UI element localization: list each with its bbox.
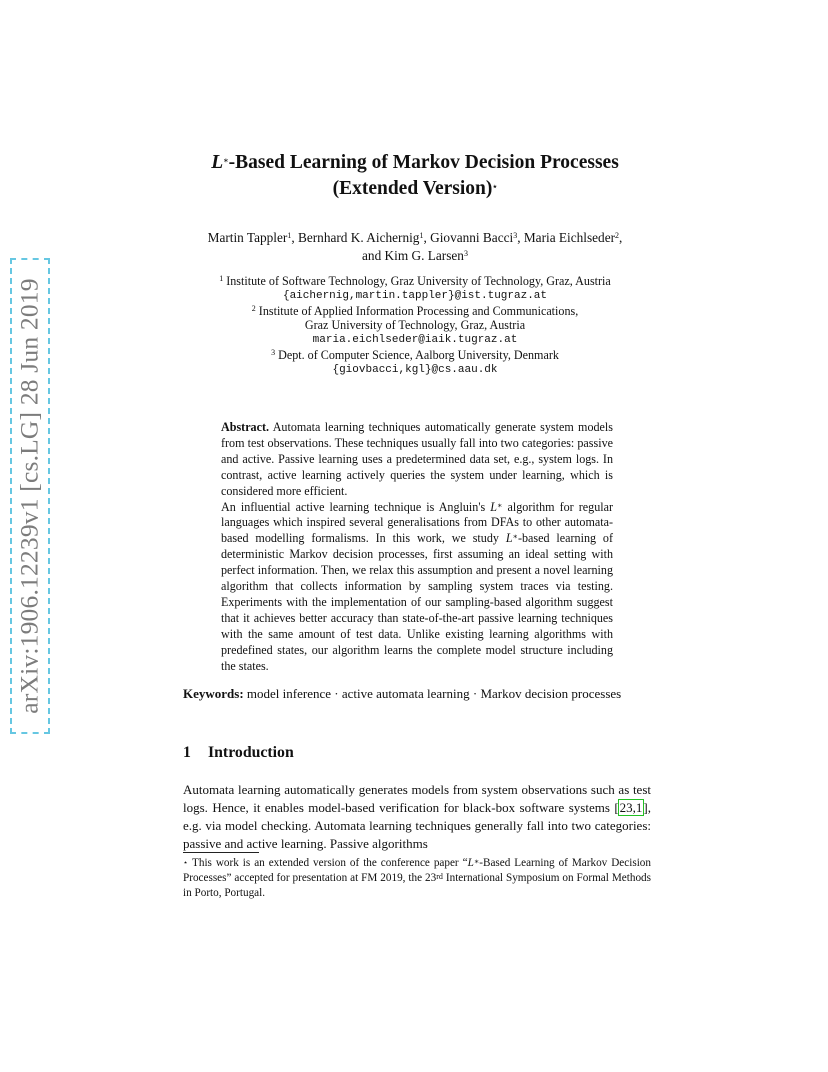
affil-text: Institute of Applied Information Processing and Communications, bbox=[258, 303, 579, 318]
author-line-2 bbox=[170, 247, 660, 265]
affiliation-2-line-2: Graz University of Technology, Graz, Austria bbox=[304, 318, 526, 333]
affil-ref: 1 bbox=[287, 231, 292, 240]
author-name: Martin Tappler bbox=[207, 230, 288, 245]
footnote-rule bbox=[183, 852, 259, 853]
ordinal-suffix: rd bbox=[436, 872, 443, 881]
author-name: , Bernhard K. Aichernig bbox=[291, 230, 420, 245]
affil-text: Dept. of Computer Science, Aalborg University, Denmark bbox=[278, 347, 559, 362]
affiliation-2-email: maria.eichlseder@iaik.tugraz.at bbox=[312, 334, 518, 347]
section-number: 1 bbox=[183, 744, 191, 761]
affiliation-1 bbox=[170, 274, 660, 289]
abstract-label: Abstract. bbox=[221, 420, 270, 434]
citation-separator: , bbox=[632, 800, 636, 815]
affil-number: 2 bbox=[251, 303, 256, 313]
affiliation-1-email: {aichernig,martin.tappler}@ist.tugraz.at bbox=[282, 289, 548, 302]
footnote bbox=[183, 856, 651, 901]
citation-link[interactable] bbox=[619, 800, 644, 815]
intro-text: ], e.g. via model checking. Automata learning techniques generally fall into two categories: passive and active learning. Passive algorithms bbox=[183, 800, 651, 851]
keywords bbox=[183, 686, 651, 702]
title-text: -Based Learning of Markov Decision Processes bbox=[228, 152, 619, 173]
affil-ref: 1 bbox=[419, 231, 424, 240]
affiliation-3 bbox=[170, 348, 660, 363]
affil-number: 1 bbox=[219, 274, 224, 283]
paper-title bbox=[160, 150, 670, 202]
author-name: , Maria Eichlseder bbox=[517, 230, 616, 245]
abstract bbox=[221, 420, 613, 675]
author-separator: , bbox=[619, 230, 623, 245]
abstract-text: Automata learning techniques automatically generate system models from test observations. These techniques usually fall into two categories: passive and active. Passive learning uses a predetermined data set, e.g., system logs. In contrast, active learning actively queries the system under learning, which is considered more efficient. bbox=[221, 420, 613, 498]
footnote-text: This work is an extended version of the conference paper “ bbox=[192, 857, 468, 869]
math-star: ∗ bbox=[497, 500, 503, 510]
abstract-paragraph-1 bbox=[221, 420, 613, 500]
intro-paragraph bbox=[183, 781, 651, 853]
affil-ref: 3 bbox=[463, 249, 468, 258]
abstract-text: An influential active learning technique is Angluin's bbox=[221, 499, 486, 514]
abstract-text: -based learning of deterministic Markov decision processes, first assuming an ideal setting with perfect information. Then, we relax this assumption and present a novel learning algorithm that collects information by sampling system traces via testing. Experiments with the implementation of our sampling-based algorithm suggest that it achieves better accuracy than state-of-the-art passive learning techniques with the same amount of test data. Unlike existing learning algorithms with predefined states, our algorithm learns the complete model structure including the states. bbox=[221, 531, 614, 673]
title-line-1 bbox=[160, 150, 670, 176]
arxiv-stamp-text: arXiv:1906.12239v1 [cs.LG] 28 Jun 2019 bbox=[15, 278, 45, 714]
keywords-text: model inference · active automata learning · Markov decision processes bbox=[246, 686, 622, 701]
math-L: L bbox=[467, 857, 474, 869]
section-title: Introduction bbox=[208, 744, 294, 761]
affiliation-3-email: {giovbacci,kgl}@cs.aau.dk bbox=[332, 363, 498, 376]
section-heading bbox=[183, 744, 294, 762]
title-subtitle: (Extended Version) bbox=[332, 178, 493, 199]
abstract-paragraph-2 bbox=[221, 500, 613, 675]
affil-ref: 2 bbox=[615, 231, 620, 240]
affil-number: 3 bbox=[271, 347, 276, 357]
footnote-text: -Based Learning of Markov Decision Processes” accepted for presentation at FM 2019, the 23 bbox=[183, 857, 651, 884]
citation-23[interactable]: 23 bbox=[619, 800, 633, 815]
footnote-mark: ⋆ bbox=[183, 858, 189, 867]
math-L: L bbox=[505, 531, 513, 546]
keywords-label: Keywords: bbox=[183, 686, 244, 701]
author-list bbox=[170, 229, 660, 265]
affiliations bbox=[170, 274, 660, 378]
abstract-text: algorithm for regular languages which inspired several generalisations from DFAs to other automata-based modelling formalisms. In this work, we study bbox=[221, 499, 614, 546]
footnote-text: International Symposium on Formal Methods in Porto, Portugal. bbox=[183, 872, 651, 899]
math-star: ∗ bbox=[512, 532, 518, 542]
author-name: and Kim G. Larsen bbox=[362, 248, 464, 263]
affil-text: Institute of Software Technology, Graz University of Technology, Graz, Austria bbox=[226, 274, 611, 288]
citation-1[interactable]: 1 bbox=[635, 800, 643, 815]
title-star-sup: ∗ bbox=[223, 156, 229, 165]
author-line-1 bbox=[170, 229, 660, 247]
author-name: , Giovanni Bacci bbox=[423, 230, 514, 245]
title-line-2 bbox=[160, 176, 670, 202]
title-math-L: L bbox=[211, 152, 224, 173]
math-star: ∗ bbox=[473, 857, 480, 866]
affiliation-2 bbox=[170, 304, 660, 319]
affil-ref: 3 bbox=[513, 231, 518, 240]
arxiv-stamp bbox=[12, 262, 48, 730]
title-footnote-mark: ⋆ bbox=[492, 182, 498, 191]
math-L: L bbox=[490, 499, 498, 514]
intro-text: Automata learning automatically generates models from system observations such as test logs. Hence, it enables model-based verification for black-box software systems [ bbox=[183, 782, 651, 815]
